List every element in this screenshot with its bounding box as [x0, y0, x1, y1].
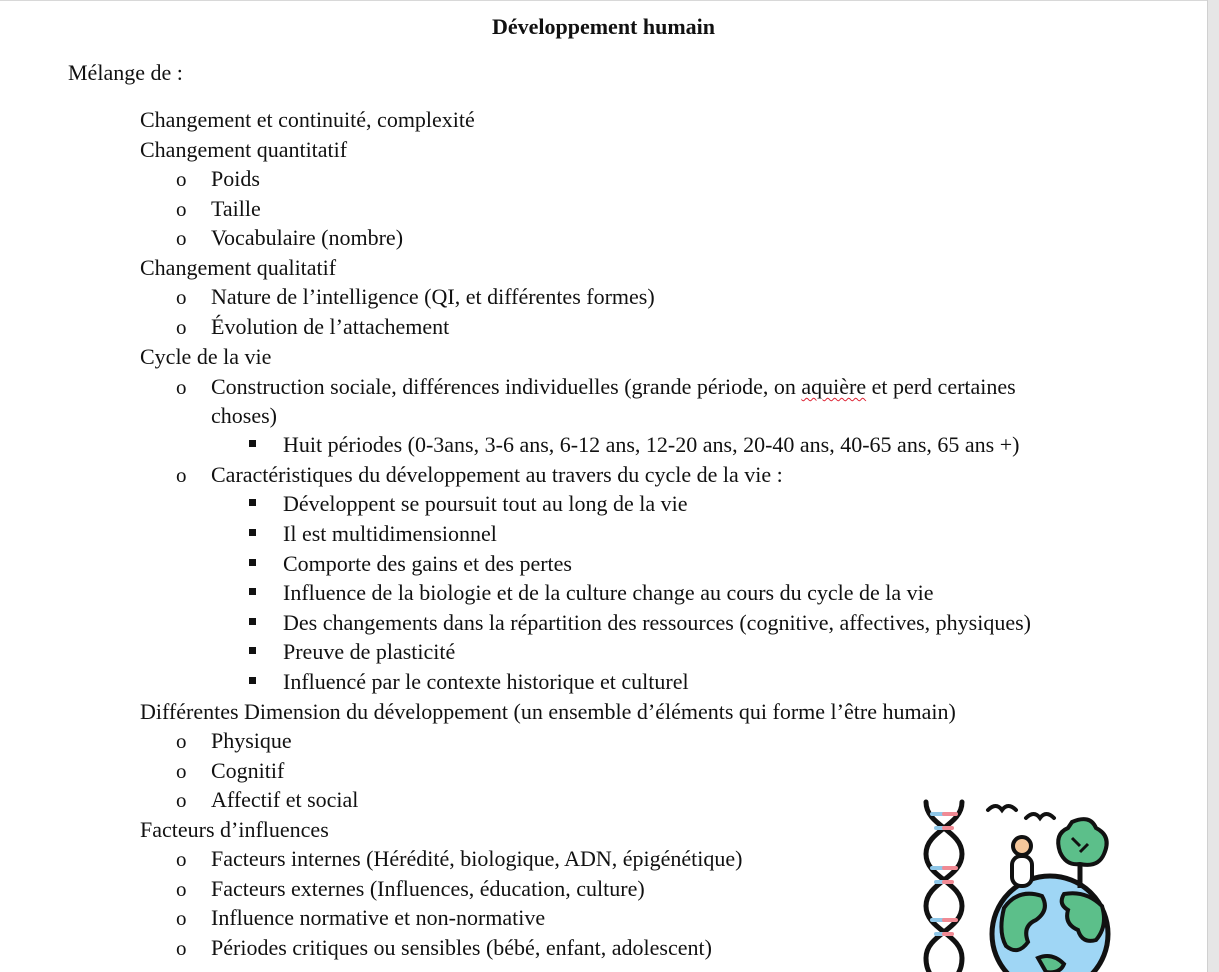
list-bullet: o	[176, 463, 187, 487]
list-bullet: o	[176, 285, 187, 309]
list-item: Caractéristiques du développement au travers du cycle de la vie :	[211, 462, 783, 487]
list-item: Périodes critiques ou sensibles (bébé, enfant, adolescent)	[211, 935, 712, 960]
list-bullet: o	[176, 729, 187, 753]
list-item: Influence de la biologie et de la culture change au cours du cycle de la vie	[283, 580, 934, 605]
list-item: Des changements dans la répartition des ressources (cognitive, affectives, physiques)	[283, 610, 1031, 635]
list-item-continuation: choses)	[211, 403, 277, 428]
list-bullet: o	[176, 759, 187, 783]
bird-icons	[988, 806, 1054, 818]
page-top-border	[0, 0, 1207, 1]
text-run: Construction sociale, différences individuelles (grande période, on	[211, 374, 802, 399]
list-item: Cycle de la vie	[140, 344, 272, 369]
list-bullet: o	[176, 847, 187, 871]
square-bullet	[249, 647, 256, 654]
list-item: Influence normative et non-normative	[211, 905, 546, 930]
list-item: Nature de l’intelligence (QI, et différentes formes)	[211, 284, 655, 309]
list-item: Facteurs d’influences	[140, 817, 329, 842]
dna-icon	[926, 802, 962, 972]
square-bullet	[249, 677, 256, 684]
earth-icon	[992, 876, 1108, 972]
list-bullet: o	[176, 877, 187, 901]
list-item: Changement et continuité, complexité	[140, 107, 475, 132]
list-item: Évolution de l’attachement	[211, 314, 450, 339]
list-item: Preuve de plasticité	[283, 639, 456, 664]
list-item: Physique	[211, 728, 292, 753]
list-item: Facteurs internes (Hérédité, biologique, ADN, épigénétique)	[211, 846, 743, 871]
text-run: et perd certaines	[866, 374, 1016, 399]
list-bullet: o	[176, 315, 187, 339]
square-bullet	[249, 529, 256, 536]
intro-text: Mélange de :	[68, 60, 183, 85]
list-bullet: o	[176, 906, 187, 930]
list-item: Affectif et social	[211, 787, 359, 812]
list-item: Changement quantitatif	[140, 137, 348, 162]
spelling-error-word[interactable]: aquière	[801, 374, 867, 399]
list-bullet: o	[176, 788, 187, 812]
person-icon	[1012, 837, 1032, 886]
square-bullet	[249, 559, 256, 566]
square-bullet	[249, 499, 256, 506]
list-bullet: o	[176, 167, 187, 191]
square-bullet	[249, 440, 256, 447]
list-item: Vocabulaire (nombre)	[211, 225, 404, 250]
list-item: Huit périodes (0-3ans, 3-6 ans, 6-12 ans, 12-20 ans, 20-40 ans, 40-65 ans, 65 ans +)	[283, 432, 1020, 457]
list-item: Facteurs externes (Influences, éducation, culture)	[211, 876, 645, 901]
list-item: Cognitif	[211, 758, 285, 783]
list-bullet: o	[176, 197, 187, 221]
list-item: Changement qualitatif	[140, 255, 337, 280]
square-bullet	[249, 588, 256, 595]
list-item: Taille	[211, 196, 261, 221]
list-item	[211, 374, 1016, 400]
list-bullet: o	[176, 936, 187, 960]
page-title: Développement humain	[491, 14, 716, 39]
list-item: Influencé par le contexte historique et culturel	[283, 669, 689, 694]
list-item: Développent se poursuit tout au long de la vie	[283, 491, 688, 516]
list-item: Différentes Dimension du développement (un ensemble d’éléments qui forme l’être humain)	[140, 699, 956, 724]
list-item: Il est multidimensionnel	[283, 521, 497, 546]
square-bullet	[249, 618, 256, 625]
list-bullet: o	[176, 226, 187, 250]
list-item: Poids	[211, 166, 260, 191]
list-item: Comporte des gains et des pertes	[283, 551, 572, 576]
list-bullet: o	[176, 375, 187, 399]
window-right-edge	[1207, 0, 1219, 972]
dna-earth-illustration	[918, 798, 1118, 972]
